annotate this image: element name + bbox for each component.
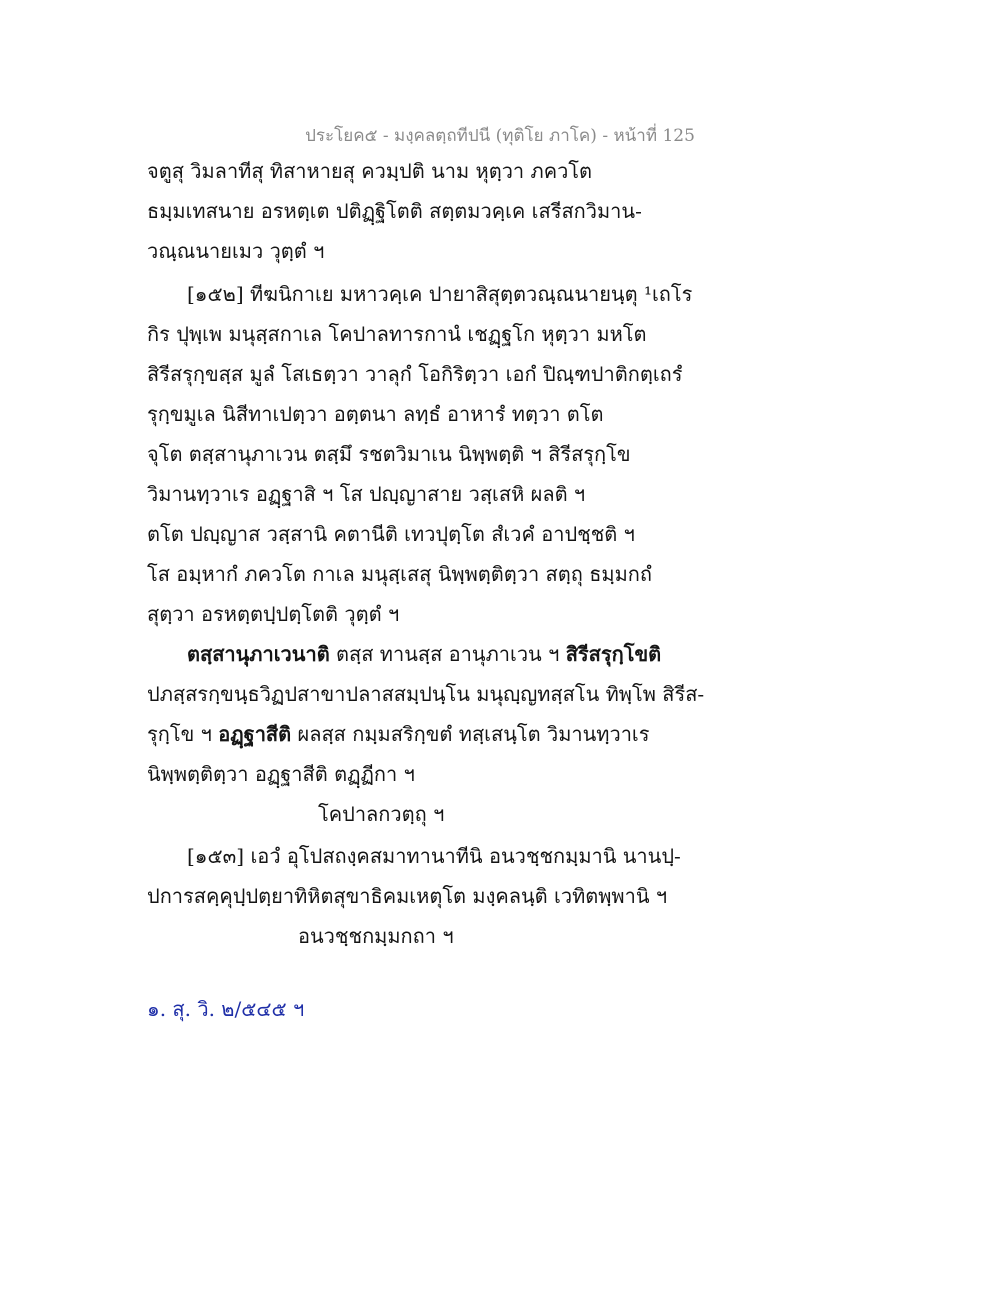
text-line-3: วณฺณนายเมว วุตฺตํ ฯ <box>147 239 325 263</box>
text-line-5: กิร ปุพฺเพ มนุสฺสกาเล โคปาลทารกานํ เชฏฺฐโก หุตฺวา มหโต <box>147 322 647 346</box>
text-line-7: รุกฺขมูเล นิสีทาเปตฺวา อตฺตนา ลทฺธํ อาหารํ ทตฺวา ตโต <box>147 402 604 426</box>
section-end-title: โคปาลกวตฺถุ ฯ <box>318 802 445 826</box>
text-line-2: ธมฺมเทสนาย อรหตฺเต ปติฏฺฐิโตติ สตฺตมวคฺเค เสรีสกวิมาน- <box>147 199 642 223</box>
text-line-11: โส อมฺหากํ ภควโต กาเล มนุสฺเสสุ นิพฺพตฺติตฺวา สตฺถุ ธมฺมกถํ <box>147 562 652 586</box>
commentary-line-2: ปภสฺสรกฺขนฺธวิฏปสาขาปลาสสมฺปนฺโน มนุญฺญทสฺสโน ทิพฺโพ สิรีส- <box>147 682 705 706</box>
commentary-text: ตสฺส ทานสฺส อานุภาเวน ฯ <box>329 642 566 666</box>
text-line-9: วิมานทฺวาเร อฏฺฐาสิ ฯ โส ปญฺญาสาย วสฺเสหิ ผลติ ฯ <box>147 482 586 506</box>
text-line-1: จตูสุ วิมลาทีสุ ทิสาหายสุ ควมฺปติ นาม หุตฺวา ภควโต <box>147 159 593 183</box>
commentary-text: รุกฺโข ฯ <box>147 722 219 746</box>
text-line-19: ปการสคฺคุปฺปตฺยาทิหิตสุขาธิคมเหตุโต มงฺคลนฺติ เวทิตพฺพานิ ฯ <box>147 884 668 908</box>
text-line-6: สิรีสรุกฺขสฺส มูลํ โสเธตฺวา วาลุกํ โอกิริตฺวา เอกํ ปิณฺฑปาติกตฺเถรํ <box>147 362 683 386</box>
commentary-line-4: นิพฺพตฺติตฺวา อฏฺฐาสีติ ตฏฺฏีกา ฯ <box>147 762 415 786</box>
paragraph-152-start: [๑๕๒] ทีฆนิกาเย มหาวคฺเค ปายาสิสุตฺตวณฺณนายนฺตุ ¹เถโร <box>187 282 693 306</box>
commentary-line-1 <box>187 641 661 667</box>
running-header: ประโยค๕ - มงฺคลตฺถทีปนี (ทุติโย ภาโค) - หน้าที่ 125 <box>305 126 695 146</box>
term-sirisarukkho: สิรีสรุกฺโขติ <box>565 642 662 666</box>
term-tassanubhavena: ตสฺสานุภาเวนาติ <box>187 642 330 666</box>
text-line-8: จุโต ตสฺสานุภาเวน ตสฺมึ รชตวิมาเน นิพฺพตฺติ ฯ สิรีสรุกฺโข <box>147 442 631 466</box>
commentary-line-3 <box>147 721 650 747</box>
footnote: ๑. สุ. วิ. ๒/๕๔๕ ฯ <box>147 997 305 1021</box>
term-atthasi: อฏฺฐาสีติ <box>218 722 292 746</box>
commentary-text: ผลสฺส กมฺมสริกฺขตํ ทสฺเสนฺโต วิมานทฺวาเร <box>291 722 650 746</box>
text-line-10: ตโต ปญฺญาส วสฺสานิ คตานีติ เทวปุตฺโต สํเวคํ อาปชฺชติ ฯ <box>147 522 635 546</box>
paragraph-153-start: [๑๕๓] เอวํ อุโปสถงฺคสมาทานาทีนิ อนวชฺชกมฺมานิ นานปฺ- <box>187 844 681 868</box>
chapter-end-title: อนวชฺชกมฺมกถา ฯ <box>298 924 454 948</box>
text-line-12: สุตฺวา อรหตฺตปฺปตฺโตติ วุตฺตํ ฯ <box>147 602 400 626</box>
